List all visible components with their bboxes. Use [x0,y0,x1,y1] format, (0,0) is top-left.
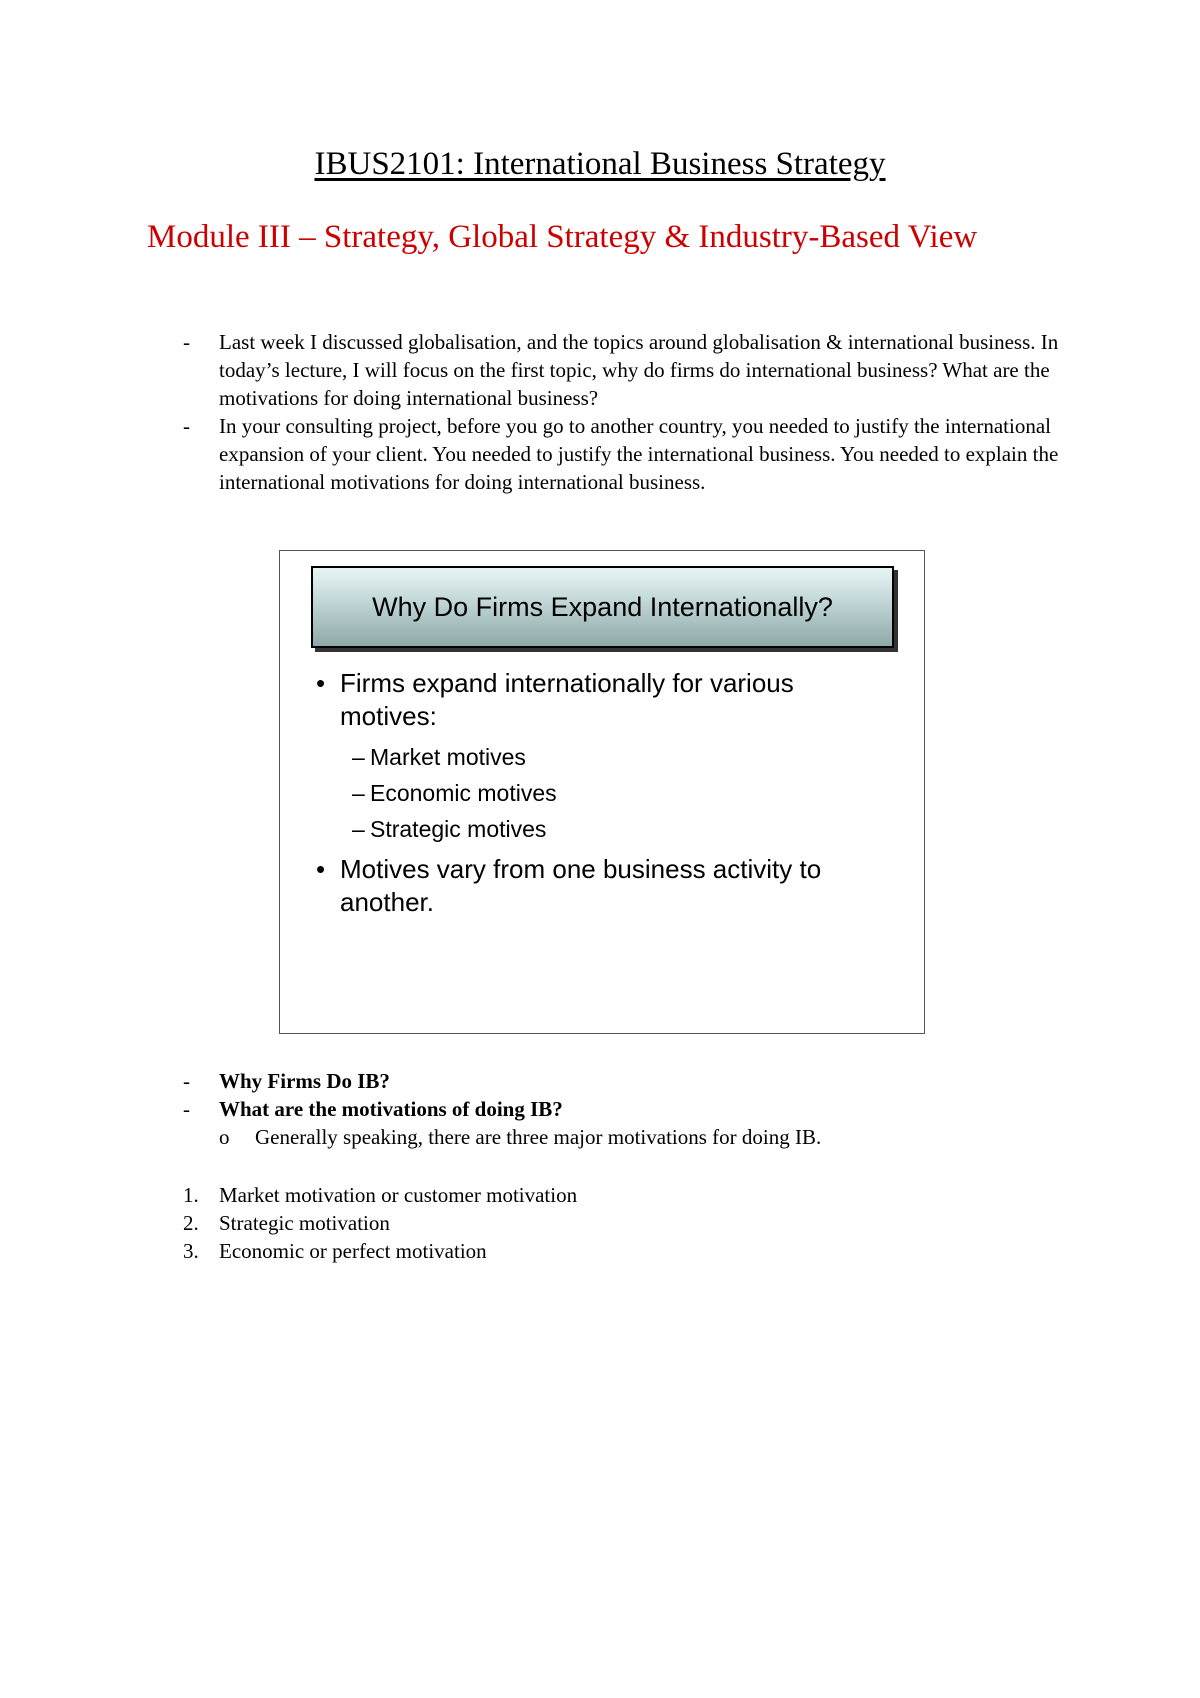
question-text: What are the motivations of doing IB? [219,1097,563,1121]
list-item [352,739,896,775]
list-item [352,811,896,847]
item-number: 3. [183,1239,199,1263]
slide-bullet [316,853,896,919]
question-text: Why Firms Do IB? [219,1069,390,1093]
list-item [183,1095,1063,1151]
sub-dash: – [352,780,365,806]
dash-marker: - [183,1069,190,1093]
item-text: Strategic motivation [219,1211,390,1235]
list-item [352,775,896,811]
slide-bullet [316,667,896,733]
item-number: 2. [183,1211,199,1235]
list-item [183,328,1063,412]
sub-dash: – [352,744,365,770]
motivations-numbered-list [183,1181,577,1265]
slide-sub-list [316,739,896,847]
sub-item-text: Strategic motives [370,816,547,842]
slide-title-box [311,566,894,648]
list-item [183,412,1063,496]
document-title: IBUS2101: International Business Strategy [314,146,886,182]
circle-marker: o [219,1125,230,1149]
item-text: Market motivation or customer motivation [219,1183,578,1207]
slide-bullet-text: Motives vary from one business activity to another. [340,854,822,917]
slide-title: Why Do Firms Expand Internationally? [372,591,833,622]
dash-marker: - [183,1097,190,1121]
module-heading: Module III – Strategy, Global Strategy & Industry-Based View [147,219,978,255]
embedded-slide [279,550,925,1034]
slide-bullet-text: Firms expand internationally for various motives: [340,668,794,731]
bullet-dot: • [316,854,326,884]
dash-marker: - [183,330,190,354]
intro-bullet-list [183,328,1063,496]
bullet-text: Last week I discussed globalisation, and the topics around globalisation & international business. In today’s lecture, I will focus on the first topic, why do firms do international business? What are the motivations for doing international business? [219,330,1059,410]
list-item [183,1237,577,1265]
dash-marker: - [183,414,190,438]
sub-bullet-list [219,1123,1063,1151]
list-item [183,1067,1063,1095]
bullet-text: In your consulting project, before you go to another country, you needed to justify the international expansion of your client. You needed to justify the international business. You needed to explain the international motivations for doing international business. [219,414,1059,494]
sub-item-text: Economic motives [370,780,557,806]
question-bullet-list [183,1067,1063,1151]
item-text: Economic or perfect motivation [219,1239,487,1263]
sub-dash: – [352,816,365,842]
bullet-dot: • [316,668,326,698]
item-number: 1. [183,1183,199,1207]
list-item [183,1181,577,1209]
list-item [183,1209,577,1237]
list-item [219,1123,1063,1151]
sub-point-text: Generally speaking, there are three major motivations for doing IB. [255,1125,822,1149]
sub-item-text: Market motives [370,744,526,770]
slide-body [316,667,896,919]
